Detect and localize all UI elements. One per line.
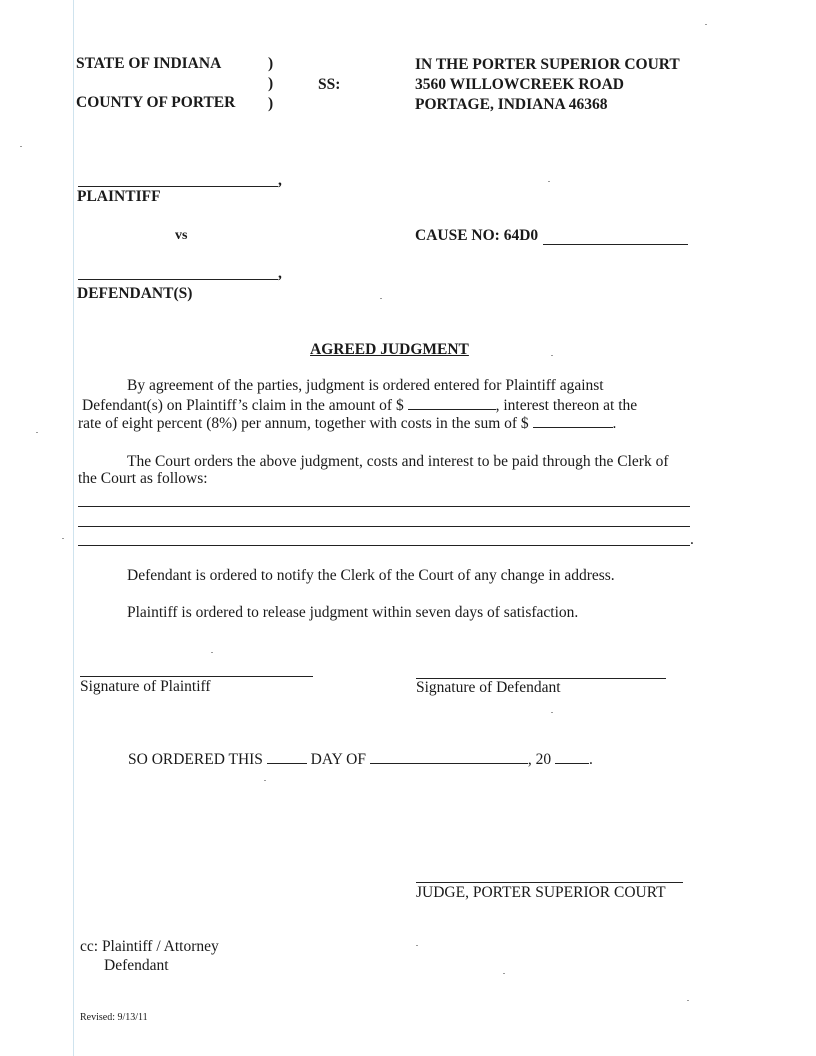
state-label: STATE OF INDIANA bbox=[76, 55, 222, 72]
scan-speck bbox=[503, 973, 505, 974]
cause-number-label: CAUSE NO: 64D0 bbox=[415, 227, 539, 244]
year-blank bbox=[555, 763, 589, 764]
plaintiff-label: PLAINTIFF bbox=[77, 188, 161, 205]
scan-speck bbox=[20, 146, 22, 147]
document-title: AGREED JUDGMENT bbox=[310, 341, 469, 358]
scan-speck bbox=[62, 538, 64, 539]
versus-label: vs bbox=[175, 228, 188, 243]
judge-signature-line bbox=[416, 882, 683, 883]
so-ordered-line bbox=[128, 751, 593, 769]
defendant-name-line bbox=[78, 279, 278, 280]
release-order: Plaintiff is ordered to release judgment within seven days of satisfaction. bbox=[127, 604, 579, 621]
scan-speck bbox=[551, 712, 553, 713]
county-label: COUNTY OF PORTER bbox=[76, 94, 236, 111]
year-prefix: , 20 bbox=[527, 751, 552, 768]
para1-line3 bbox=[78, 415, 616, 433]
day-blank bbox=[267, 763, 307, 764]
judge-signature-label: JUDGE, PORTER SUPERIOR COURT bbox=[416, 884, 666, 901]
para1-line1: By agreement of the parties, judgment is ordered entered for Plaintiff against bbox=[127, 377, 604, 394]
defendant-label: DEFENDANT(S) bbox=[77, 285, 193, 302]
scan-speck bbox=[687, 1000, 689, 1001]
scan-speck bbox=[380, 298, 382, 299]
scan-speck bbox=[548, 181, 550, 182]
para2-line1: The Court orders the above judgment, costs and interest to be paid through the Clerk of bbox=[127, 453, 669, 470]
plaintiff-signature-label: Signature of Plaintiff bbox=[80, 678, 211, 695]
scan-speck bbox=[551, 355, 553, 356]
court-name: IN THE PORTER SUPERIOR COURT bbox=[415, 56, 680, 73]
notify-order: Defendant is ordered to notify the Clerk of the Court of any change in address. bbox=[127, 567, 615, 584]
scan-speck bbox=[264, 780, 266, 781]
payment-terms-line-2 bbox=[78, 526, 690, 527]
plaintiff-name-line bbox=[78, 186, 278, 187]
paren-2: ) bbox=[268, 75, 274, 92]
revised-date: Revised: 9/13/11 bbox=[80, 1012, 148, 1023]
month-blank bbox=[370, 763, 528, 764]
scan-speck bbox=[416, 945, 418, 946]
plaintiff-signature-line bbox=[80, 676, 313, 677]
para2-line2: the Court as follows: bbox=[78, 470, 208, 487]
scan-speck bbox=[36, 432, 38, 433]
claim-amount-blank bbox=[408, 409, 496, 410]
payment-terms-period: . bbox=[690, 531, 694, 548]
para1-line3-text-b: . bbox=[612, 415, 617, 432]
scan-speck bbox=[211, 652, 213, 653]
defendant-signature-label: Signature of Defendant bbox=[416, 679, 561, 696]
scan-speck bbox=[705, 24, 707, 25]
cause-number-line bbox=[543, 244, 688, 245]
cc-line-1: cc: Plaintiff / Attorney bbox=[80, 938, 219, 955]
plaintiff-comma: , bbox=[278, 172, 282, 189]
para1-line3-text-a: rate of eight percent (8%) per annum, together with costs in the sum of $ bbox=[78, 415, 529, 432]
para1-line2-text-a: Defendant(s) on Plaintiff’s claim in the amount of $ bbox=[82, 397, 404, 414]
paren-1: ) bbox=[268, 55, 274, 72]
defendant-comma: , bbox=[278, 265, 282, 282]
ss-label: SS: bbox=[318, 76, 341, 93]
para1-line2-text-b: , interest thereon at the bbox=[495, 397, 638, 414]
cc-line-2: Defendant bbox=[104, 957, 169, 974]
payment-terms-line-1 bbox=[78, 506, 690, 507]
paren-3: ) bbox=[268, 95, 274, 112]
scan-edge-line bbox=[73, 0, 74, 1056]
para1-line2 bbox=[82, 397, 637, 415]
court-address-street: 3560 WILLOWCREEK ROAD bbox=[415, 76, 624, 93]
court-address-city: PORTAGE, INDIANA 46368 bbox=[415, 96, 608, 113]
day-of-text: DAY OF bbox=[310, 751, 366, 768]
payment-terms-line-3 bbox=[78, 545, 690, 546]
so-ordered-period: . bbox=[588, 751, 593, 768]
costs-amount-blank bbox=[533, 427, 613, 428]
so-ordered-text: SO ORDERED THIS bbox=[128, 751, 263, 768]
